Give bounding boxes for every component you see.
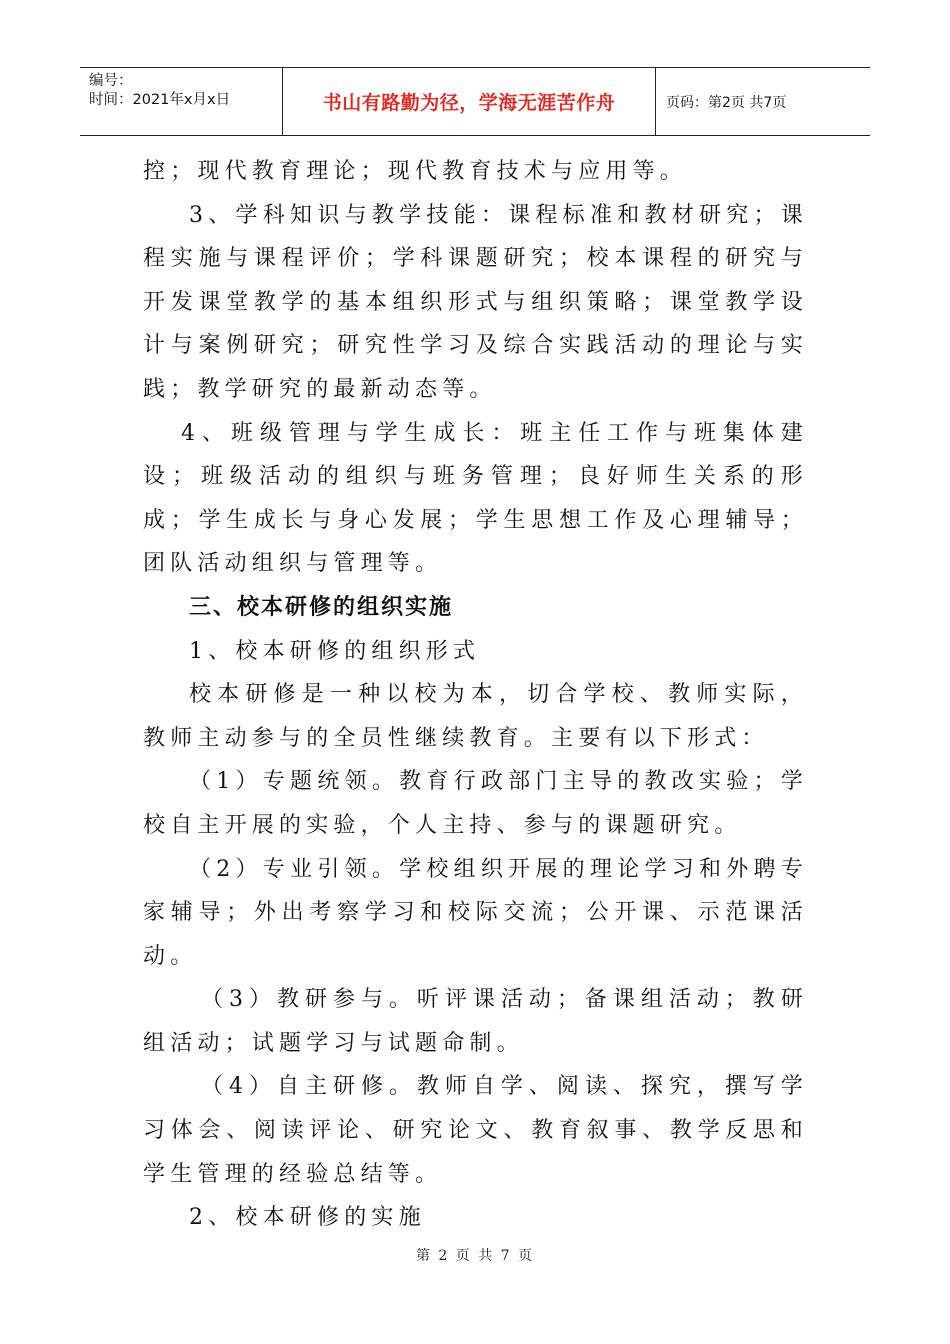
number-label: 编号： xyxy=(89,73,133,89)
paragraph-form-2: （2）专业引领。学校组织开展的理论学习和外聘专家辅导；外出考察学习和校际交流；公开课、示范课活动。 xyxy=(143,856,808,969)
paragraph-continuation: 控；现代教育理论；现代教育技术与应用等。 xyxy=(143,159,688,184)
paragraph-intro: 校本研修是一种以校为本，切合学校、教师实际，教师主动参与的全员性继续教育。主要有以下形式： xyxy=(143,682,808,751)
page-header xyxy=(80,67,870,136)
header-meta-cell xyxy=(80,68,283,135)
motto-text: 书山有路勤为径，学海无涯苦作舟 xyxy=(322,92,616,114)
time-label: 时间：2021年x月x日 xyxy=(89,92,231,108)
subheading-2: 2、校本研修的实施 xyxy=(189,1205,426,1231)
paragraph-form-3: （3）教研参与。听评课活动；备课组活动；教研组活动；试题学习与试题命制。 xyxy=(143,987,808,1056)
section-heading: 三、校本研修的组织实施 xyxy=(189,594,454,620)
paragraph-form-4: （4）自主研修。教师自学、阅读、探究，撰写学习体会、阅读评论、研究论文、教育叙事、教学反思和学生管理的经验总结等。 xyxy=(143,1074,808,1187)
header-page-cell xyxy=(656,68,870,135)
page-footer: 第 2 页 共 7 页 xyxy=(415,1248,535,1264)
paragraph-item-3: 3、学科知识与教学技能：课程标准和教材研究；课程实施与课程评价；学科课题研究；校本课程的研究与开发课堂教学的基本组织形式与组织策略；课堂教学设计与案例研究；研究性学习及综合实践活动的理论与实践；教学研究的最新动态等。 xyxy=(143,202,808,402)
paragraph-form-1: （1）专题统领。教育行政部门主导的教改实验；学校自主开展的实验，个人主持、参与的课题研究。 xyxy=(143,769,808,838)
subheading-1: 1、校本研修的组织形式 xyxy=(189,638,481,664)
document-body xyxy=(143,150,808,1240)
header-motto-cell xyxy=(283,68,656,135)
paragraph-item-4: 4、班级管理与学生成长：班主任工作与班集体建设；班级活动的组织与班务管理；良好师生关系的形成；学生成长与身心发展；学生思想工作及心理辅导；团队活动组织与管理等。 xyxy=(143,420,808,577)
page-number-label: 页码：第2页 共7页 xyxy=(666,94,787,111)
